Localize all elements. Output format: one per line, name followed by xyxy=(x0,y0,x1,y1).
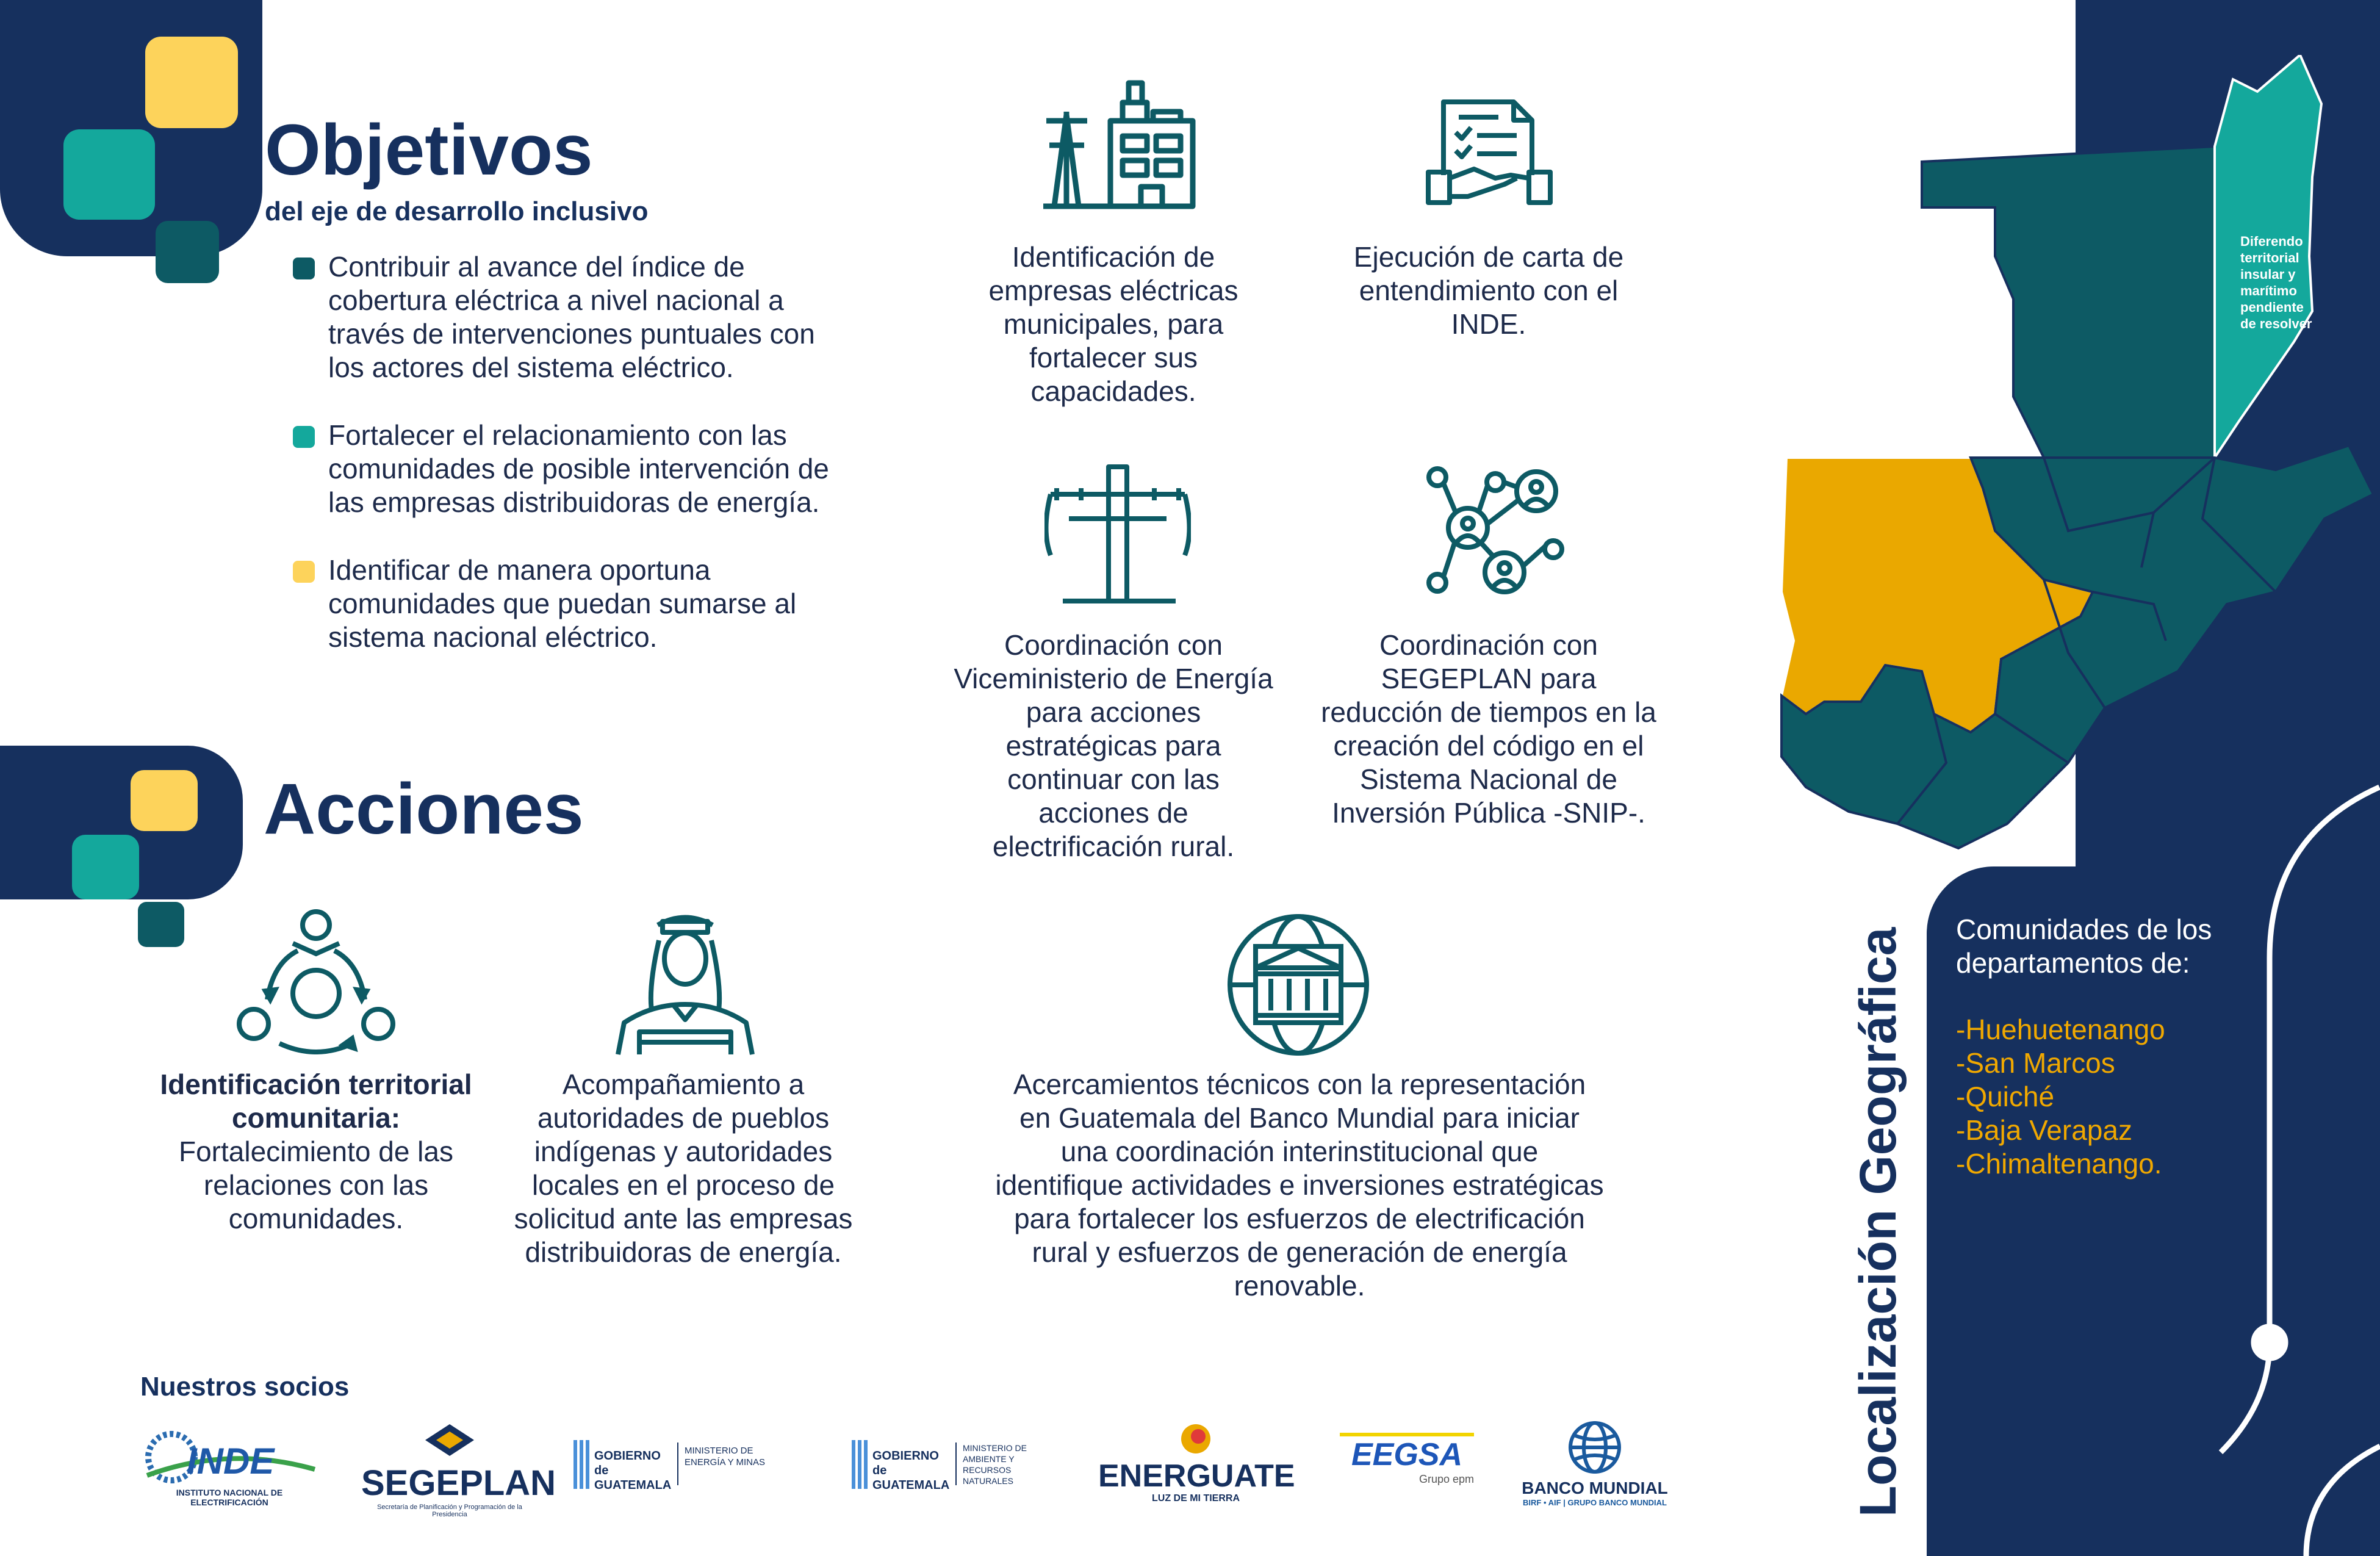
action-card-1-text: Identificación de empresas eléctricas municipales, para fortalecer sus capacidades. xyxy=(988,241,1239,407)
action-indigenous-text: Acompañamiento a autoridades de pueblos indígenas y autoridades locales en el proceso de solicitud ante las empresas distribuidoras de energía. xyxy=(514,1068,853,1268)
partner-logo-marn xyxy=(852,1440,1065,1492)
eegsa-sub: Grupo epm xyxy=(1418,1473,1474,1485)
deco-darkteal-square-top xyxy=(156,221,219,283)
partners-title: Nuestros socios xyxy=(140,1372,350,1402)
partner-logo-eegsa xyxy=(1340,1433,1474,1486)
guatemala-map xyxy=(1727,55,2380,866)
worldbank-name: BANCO MUNDIAL xyxy=(1522,1479,1668,1497)
objective-item: Fortalecer el relacionamiento con las comunidades de posible intervención de las empresas distribuidoras de energía. xyxy=(293,419,854,519)
marn-ministry: MINISTERIO DE AMBIENTE Y RECURSOS NATURALES xyxy=(963,1443,1027,1486)
action-bank-text: Acercamientos técnicos con la representación en Guatemala del Banco Mundial para iniciar una coordinación interinstitucional que identifique actividades e inversiones estratégicas para fortalecer los esfuerzos de electrificación rural y esfuerzos de generación de energía renovable. xyxy=(995,1068,1604,1302)
guatemala-flag-icon xyxy=(852,1440,868,1489)
network-people-icon xyxy=(1425,464,1566,604)
actions-title: Acciones xyxy=(264,769,584,849)
action-card-3-text: Coordinación con Viceministerio de Energía para acciones estratégicas para continuar con las acciones de electrificación rural. xyxy=(954,629,1273,862)
action-card-4-text: Coordinación con SEGEPLAN para reducción de tiempos en la creación del código en el Sistema Nacional de Inversión Pública -SNIP-. xyxy=(1321,629,1656,829)
inde-sub: INSTITUTO NACIONAL DE ELECTRIFICACIÓN xyxy=(176,1488,283,1507)
partner-logo-segeplan xyxy=(361,1423,556,1518)
department-item: -Quiché xyxy=(1956,1081,2055,1112)
eegsa-name: EEGSA xyxy=(1340,1433,1474,1473)
objectives-list xyxy=(293,250,854,688)
action-community-body: Fortalecimiento de las relaciones con las comunidades. xyxy=(179,1136,453,1234)
bullet-icon xyxy=(293,258,315,279)
deco-teal-square-top xyxy=(63,129,155,220)
deco-darkteal-square-mid xyxy=(138,902,184,947)
objective-item: Contribuir al avance del índice de cobertura eléctrica a nivel nacional a través de intervenciones puntuales con los actores del sistema eléctrico. xyxy=(293,250,854,384)
partner-logo-inde xyxy=(138,1427,321,1507)
departments-list xyxy=(1956,1013,2165,1181)
worldbank-globe-icon xyxy=(1567,1419,1623,1475)
belize-note: Diferendo territorial insular y marítimo pendiente de resolver xyxy=(2240,234,2312,331)
department-item: -San Marcos xyxy=(1956,1047,2115,1079)
action-community-text xyxy=(133,1068,499,1236)
energuate-sub: LUZ DE MI TIERRA xyxy=(1152,1493,1240,1504)
deco-yellow-square-top xyxy=(145,37,238,128)
segeplan-name: SEGEPLAN xyxy=(361,1463,556,1503)
bullet-icon xyxy=(293,426,315,448)
action-community-bold: Identificación territorial comunitaria: xyxy=(160,1068,472,1134)
power-pole-icon xyxy=(1044,464,1191,604)
map-region-peten xyxy=(1922,146,2215,458)
department-item: -Chimaltenango. xyxy=(1956,1148,2162,1180)
objectives-title: Objetivos xyxy=(265,110,593,190)
objective-item: Identificar de manera oportuna comunidades que puedan sumarse al sistema nacional eléctrico. xyxy=(293,553,854,654)
mem-ministry: MINISTERIO DE ENERGÍA Y MINAS xyxy=(685,1446,765,1468)
community-circle-icon xyxy=(237,908,395,1054)
communities-intro: Comunidades de los departamentos de: xyxy=(1956,913,2212,979)
location-title: Localización Geográfica xyxy=(1849,927,1907,1517)
factory-power-tower-icon xyxy=(1037,78,1202,212)
partner-logo-worldbank xyxy=(1515,1419,1674,1507)
energuate-sun-icon xyxy=(1177,1422,1214,1456)
department-item: -Huehuetenango xyxy=(1956,1014,2165,1045)
marn-gov: GOBIERNO de GUATEMALA xyxy=(872,1449,950,1492)
partner-logo-energuate xyxy=(1098,1422,1293,1504)
mem-gov: GOBIERNO de GUATEMALA xyxy=(594,1449,672,1492)
department-item: -Baja Verapaz xyxy=(1956,1114,2132,1146)
deco-yellow-square-mid xyxy=(131,770,198,831)
energuate-name: ENERGUATE xyxy=(1098,1458,1295,1494)
decorative-rail-line xyxy=(2196,763,2380,1556)
objectives-subtitle: del eje de desarrollo inclusivo xyxy=(265,196,649,226)
action-card-2-text: Ejecución de carta de entendimiento con el INDE. xyxy=(1353,241,1624,340)
partner-logo-mem xyxy=(573,1440,805,1492)
handshake-document-icon xyxy=(1425,99,1553,206)
guatemala-flag-icon xyxy=(573,1440,589,1489)
worldbank-sub: BIRF • AIF | GRUPO BANCO MUNDIAL xyxy=(1523,1498,1667,1507)
segeplan-emblem-icon xyxy=(422,1423,477,1460)
indigenous-person-icon xyxy=(615,913,755,1057)
bullet-icon xyxy=(293,561,315,583)
deco-teal-square-mid xyxy=(72,835,139,899)
globe-bank-icon xyxy=(1225,913,1372,1057)
inde-name: INDE xyxy=(187,1441,275,1482)
segeplan-sub: Secretaría de Planificación y Programación de la Presidencia xyxy=(377,1504,522,1518)
